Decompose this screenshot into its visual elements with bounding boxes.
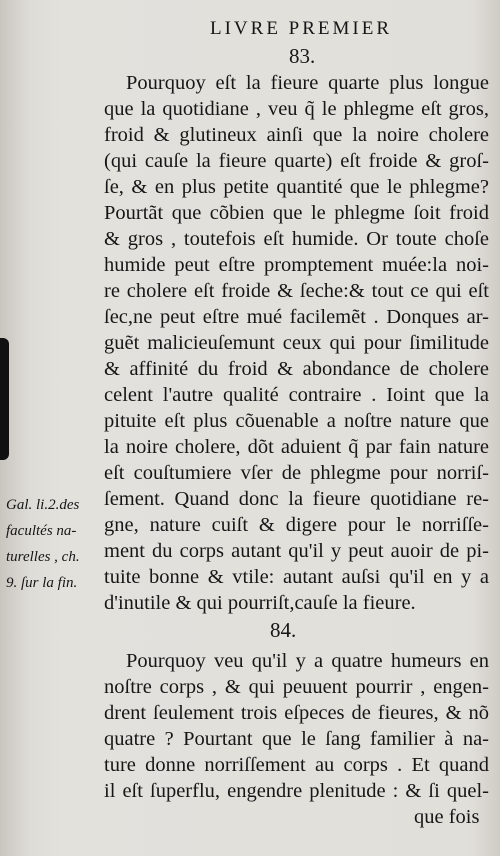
binding-shadow [0, 338, 9, 460]
text-line: froid & glutineux ainſi que la noire cholere [104, 124, 489, 146]
text-line: quatre ? Pourtant que le ſang familier à na- [104, 728, 489, 750]
margin-note: facultés na- [6, 523, 77, 539]
text-line: humide peut eſtre promptement muée:la noi- [104, 254, 489, 276]
text-line: celent l'autre qualité contraire . Ioint que la [104, 384, 489, 406]
text-line: que la quotidiane , veu q̃ le phlegme eſt gros, [104, 98, 489, 120]
text-line: & affinité du froid & abondance de cholere [104, 358, 489, 380]
text-line: Pourquoy eſt la fieure quarte plus longue [126, 72, 489, 94]
text-line: d'inutile & qui pourriſt,cauſe la fieure. [104, 592, 416, 614]
margin-note: 9. ſur la fin. [6, 575, 78, 591]
text-line: drent ſeulement trois eſpeces de fieures, & nõ [104, 702, 489, 724]
text-line: pituite eſt plus cõuenable a noſtre nature que [104, 410, 489, 432]
text-line: ſec,ne peut eſtre mué facilemẽt . Donques ar- [104, 306, 489, 328]
text-line: Pourtãt que cõbien que le phlegme ſoit froid [104, 202, 489, 224]
text-line: Pourquoy veu qu'il y a quatre humeurs en [126, 650, 489, 672]
margin-note: turelles , ch. [6, 549, 80, 565]
question-number: 84. [270, 618, 297, 642]
text-line: (qui cauſe la fieure quarte) eſt froide & groſ- [104, 150, 489, 172]
text-line: ſement. Quand donc la fieure quotidiane re- [104, 488, 489, 510]
text-line: ment du corps autant qu'il y peut auoir de pi- [104, 540, 489, 562]
text-line: ſe, & en plus petite quantité que le phlegme? [104, 176, 489, 198]
margin-note: Gal. li.2.des [6, 497, 80, 513]
text-line: tuite bonne & vtile: autant auſsi qu'il en y a [104, 566, 489, 588]
question-number: 83. [289, 44, 316, 68]
text-line: guẽt malicieuſemunt ceux qui pour ſimilitude [104, 332, 489, 354]
running-head: LIVRE PREMIER [210, 18, 393, 39]
text-line: & gros , toutefois eſt humide. Or toute choſe [104, 228, 489, 250]
text-line: gne, nature cuiſt & digere pour le norriſſe- [104, 514, 489, 536]
catchword: que fois [414, 806, 480, 828]
text-line: il eſt ſuperflu, engendre plenitude : & ſi quel- [104, 780, 489, 802]
text-line: eſt couſtumiere vſer de phlegme pour norriſ- [104, 462, 489, 484]
text-line: re cholere eſt froide & ſeche:& tout ce qui eſt [104, 280, 489, 302]
text-line: ture donne norriſſement au corps . Et quand [104, 754, 489, 776]
text-line: noſtre corps , & qui peuuent pourrir , engen- [104, 676, 489, 698]
text-line: la noire cholere, dõt aduient q̃ par fain nature [104, 436, 489, 458]
